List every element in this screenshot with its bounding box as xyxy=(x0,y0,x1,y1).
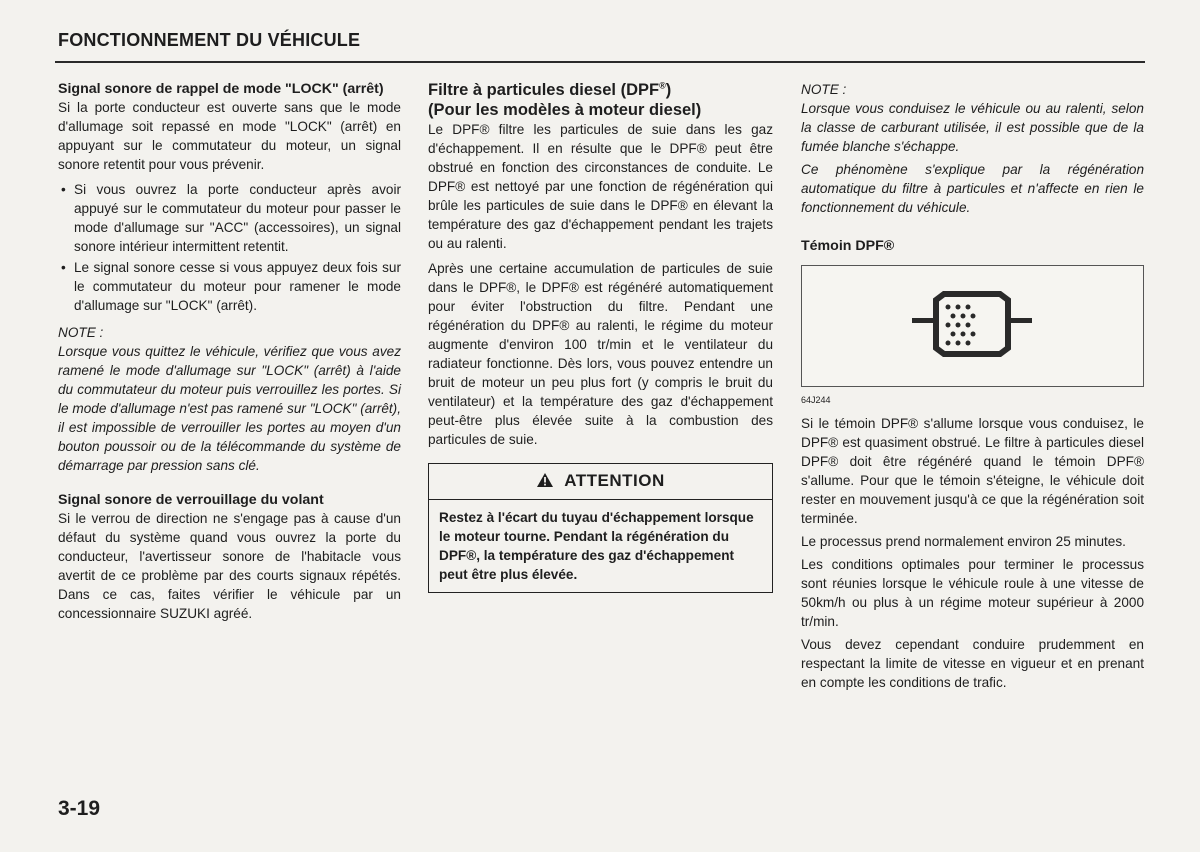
note-text-regeneration: Ce phénomène s'explique par la régénération automatique du filtre à particules et n'affecte en rien le fonctionnement du véhicule. xyxy=(801,162,1144,215)
column-middle xyxy=(428,80,773,593)
note-text: Lorsque vous quittez le véhicule, vérifiez que vous avez ramené le mode d'allumage sur "LOCK" (arrêt) à l'aide du commutateur du moteur puis verrouillez les portes. Si le mode d'allumage n'est pas ramené sur "LOCK" (arrêt), il est impossible de verrouiller les portes au moyen d'un bouton poussoir ou de la télécommande du système de démarrage par pression sans clé. xyxy=(58,344,401,473)
warning-triangle-icon xyxy=(536,472,554,492)
note-text-fumes: Lorsque vous conduisez le véhicule ou au ralenti, selon la classe de carburant utilisée, il est possible que de la fumée blanche s'échappe. xyxy=(801,101,1144,154)
paragraph-dpf-lamp: Si le témoin DPF® s'allume lorsque vous conduisez, le DPF® est quasiment obstrué. Le filtre à particules diesel DPF® doit être régénéré quand le témoin DPF® s'allume. Pour que le témoin s'éteigne, le véhicule doit rester en mouvement jusqu'à ce que la régénération soit terminée. xyxy=(801,416,1144,526)
header-divider xyxy=(55,61,1145,63)
section-title-steering-lock: Signal sonore de verrouillage du volant xyxy=(58,492,324,508)
note-label: NOTE : xyxy=(58,325,104,340)
section-title-dpf-lamp: Témoin DPF® xyxy=(801,238,895,254)
bullet-list xyxy=(58,180,401,315)
section-title-dpf: Filtre à particules diesel (DPF®) xyxy=(428,80,672,99)
warning-header xyxy=(429,464,772,500)
bullet-item-acc: • Si vous ouvrez la porte conducteur après avoir appuyé sur le commutateur du moteur pour passer le mode d'allumage sur "ACC" (accessoires), un signal sonore intérieur intermittent retentit. xyxy=(74,180,401,256)
paragraph-dpf-intro: Le DPF® filtre les particules de suie dans les gaz d'échappement. Il en résulte que le DPF® peut être obstrué en fonction des circonstances de conduite. Le DPF® est nettoyé par une fonction de régénération qui brûle les particules de suie dans le DPF® en élevant la température des gaz d'échappement pendant les trajets ou au ralenti. xyxy=(428,122,773,251)
paragraph-steering-lock: Si le verrou de direction ne s'engage pas à cause d'un défaut du système quand vous ouvrez la porte du conducteur, l'avertisseur sonore de l'habitacle vous avertit de ce problème par des courts signaux répétés. Dans ce cas, faites vérifier le véhicule par un concessionnaire SUZUKI agréé. xyxy=(58,511,401,621)
section-subtitle-diesel: (Pour les modèles à moteur diesel) xyxy=(428,101,702,119)
page-number: 3-19 xyxy=(58,797,101,820)
warning-box xyxy=(428,463,773,593)
section-title-lock-reminder: Signal sonore de rappel de mode "LOCK" (arrêt) xyxy=(58,81,384,97)
warning-text: Restez à l'écart du tuyau d'échappement lorsque le moteur tourne. Pendant la régénération du DPF®, la température des gaz d'échappement peut être plus élevée. xyxy=(439,510,754,582)
warning-title: ATTENTION xyxy=(564,471,665,490)
paragraph-duration: Le processus prend normalement environ 25 minutes. xyxy=(801,534,1126,549)
paragraph-conditions: Les conditions optimales pour terminer le processus sont réunies lorsque le véhicule roule à une vitesse de 50km/h ou plus à un régime moteur supérieur à 2000 tr/min. xyxy=(801,557,1144,629)
page-header-title: FONCTIONNEMENT DU VÉHICULE xyxy=(58,30,361,50)
paragraph-caution: Vous devez cependant conduire prudemment en respectant la limite de vitesse en vigueur et en prenant en compte les conditions de trafic. xyxy=(801,637,1144,690)
note-label-right: NOTE : xyxy=(801,82,847,97)
dpf-lamp-illustration xyxy=(801,265,1144,387)
column-left xyxy=(58,80,401,627)
dpf-filter-icon xyxy=(912,290,1032,360)
paragraph-lock-reminder: Si la porte conducteur est ouverte sans que le mode d'allumage soit repassé en mode "LOCK" (arrêt) en appuyant sur le commutateur du moteur, un signal sonore retentit pour vous prévenir. xyxy=(58,100,401,172)
image-reference-code: 64J244 xyxy=(801,395,831,405)
paragraph-dpf-regeneration: Après une certaine accumulation de particules de suie dans le DPF®, le DPF® est régénéré automatiquement pour éviter l'obstruction du filtre. Pendant une régénération du DPF® au ralenti, le régime du moteur augmente d'environ 100 tr/min et le ventilateur du radiateur fonctionne. Dès lors, vous pouvez entendre un bruit de moteur un peu plus fort (y compris le bruit du ventilateur) et la température des gaz d'échappement peut-être plus élevée suite à la combustion des particules de suie. xyxy=(428,261,773,447)
bullet-item-stop: • Le signal sonore cesse si vous appuyez deux fois sur le commutateur du moteur pour ramener le mode d'allumage sur "LOCK" (arrêt). xyxy=(74,258,401,315)
column-right xyxy=(801,80,1144,696)
